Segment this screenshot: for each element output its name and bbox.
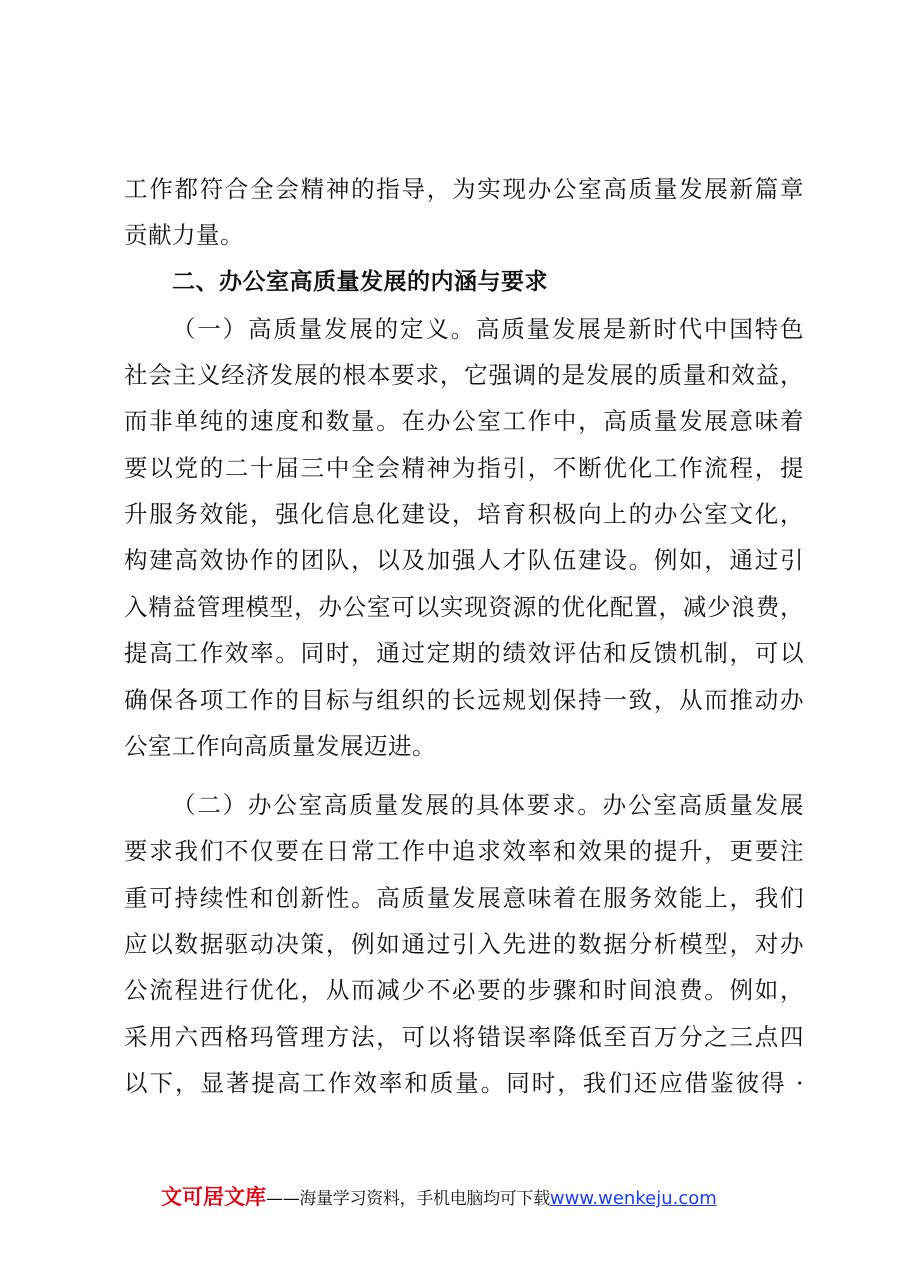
paragraph1-line-9: 确保各项工作的目标与组织的长远规划保持一致，从而推动办	[124, 686, 804, 714]
footer-banner	[161, 1182, 717, 1212]
paragraph1-line-7: 入精益管理模型，办公室可以实现资源的优化配置，减少浪费，	[124, 593, 804, 621]
paragraph2-line-7: 以下，显著提高工作效率和质量。同时，我们还应借鉴彼得 ·	[124, 1069, 804, 1097]
paragraph2-line-1: （二）办公室高质量发展的具体要求。办公室高质量发展	[172, 791, 804, 819]
paragraph1-line-4: 要以党的二十届三中全会精神为指引，不断优化工作流程，提	[124, 454, 804, 482]
paragraph2-line-5: 公流程进行优化，从而减少不必要的步骤和时间浪费。例如，	[124, 976, 804, 1004]
paragraph1-line-10: 公室工作向高质量发展迈进。	[124, 732, 436, 760]
intro-line-1: 工作都符合全会精神的指导，为实现办公室高质量发展新篇章	[124, 175, 804, 203]
paragraph1-line-8: 提高工作效率。同时，通过定期的绩效评估和反馈机制，可以	[124, 639, 804, 667]
paragraph1-line-6: 构建高效协作的团队，以及加强人才队伍建设。例如，通过引	[124, 546, 804, 574]
paragraph1-line-5: 升服务效能，强化信息化建设，培育积极向上的办公室文化，	[124, 500, 804, 528]
footer-brand: 文可居文库	[161, 1185, 266, 1209]
footer-tagline: ——海量学习资料，手机电脑均可下载	[266, 1189, 550, 1209]
paragraph2-line-3: 重可持续性和创新性。高质量发展意味着在服务效能上，我们	[124, 884, 804, 912]
section-heading: 二、办公室高质量发展的内涵与要求	[172, 269, 548, 295]
paragraph2-line-6: 采用六西格玛管理方法，可以将错误率降低至百万分之三点四	[124, 1023, 804, 1051]
paragraph1-line-1: （一）高质量发展的定义。高质量发展是新时代中国特色	[172, 315, 804, 343]
paragraph2-line-4: 应以数据驱动决策，例如通过引入先进的数据分析模型，对办	[124, 930, 804, 958]
paragraph1-line-3: 而非单纯的速度和数量。在办公室工作中，高质量发展意味着	[124, 407, 804, 435]
footer-url-link[interactable]: www.wenkeju.com	[549, 1188, 717, 1209]
paragraph1-line-2: 社会主义经济发展的根本要求，它强调的是发展的质量和效益，	[124, 361, 804, 389]
intro-line-2: 贡献力量。	[124, 221, 244, 249]
paragraph2-line-2: 要求我们不仅要在日常工作中追求效率和效果的提升，更要注	[124, 837, 804, 865]
